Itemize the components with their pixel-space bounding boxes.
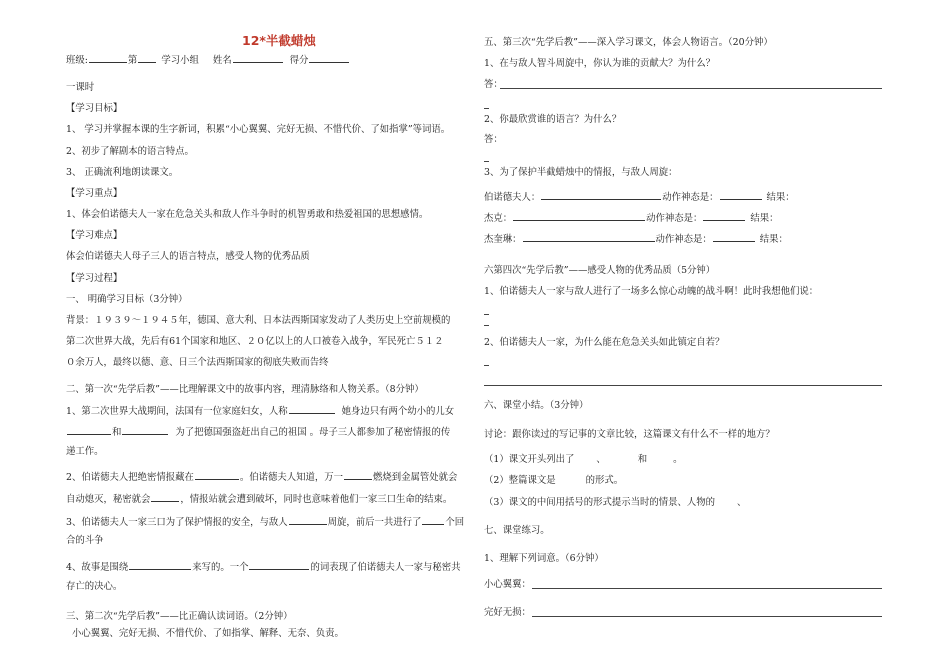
step5-heading: 五、第三次“先学后教”——深入学习课文，体会人物语言。（20分钟） [484, 37, 773, 48]
action-label: 动作神态是： [662, 192, 719, 203]
step3-heading: 三、第二次“先学后教”——比正确认读词语。（2分钟） [66, 611, 293, 622]
name-label: 姓名 [212, 55, 232, 66]
q4-line-a [66, 560, 461, 572]
goal-item: 1、 学习并掌握本课的生字新词，积累“小心翼翼、完好无损、不惜代价、了如指掌”等词语。 [66, 124, 451, 135]
q2-text-b: 。伯诺德夫人知道，万一 [239, 472, 343, 483]
action-blank[interactable] [703, 211, 745, 221]
discussion-item-3 [484, 498, 746, 507]
d1-text-a: （1）课文开头列出了 [484, 454, 575, 465]
answer-dash [484, 108, 489, 109]
q1-line-c: 递工作。 [66, 446, 104, 457]
r-question-2: 2、你最欣赏谁的语言？为什么？ [484, 114, 622, 125]
process-heading: 【学习过程】 [66, 273, 123, 284]
action-blank[interactable] [713, 232, 755, 242]
discussion-item-1 [484, 455, 683, 464]
page-title: 12*半截蜡烛 [242, 33, 316, 48]
step6-heading: 六第四次“先学后教”——感受人物的优秀品质（5分钟） [484, 265, 716, 276]
difficulty-text: 体会伯诺德夫人母子三人的语言特点，感受人物的优秀品质 [66, 251, 310, 262]
d1-text-b: 、 [596, 454, 606, 465]
word-meaning-label: 完好无损： [484, 607, 531, 618]
q2-blank-3[interactable] [151, 492, 179, 502]
q1-line-b [66, 425, 450, 437]
step1-heading: 一、 明确学习目标（3分钟） [66, 294, 188, 305]
q2-line-a [66, 470, 457, 482]
action-blank[interactable] [720, 190, 762, 200]
q1-text-b: 她身边只有两个幼小的儿女 [341, 406, 455, 417]
q1-blank-3[interactable] [122, 425, 168, 435]
q3-blank-2[interactable] [422, 515, 444, 525]
class-blank[interactable] [89, 53, 127, 63]
summary-heading: 六、课堂小结。（3分钟） [484, 400, 589, 411]
answer-dash [484, 325, 489, 326]
answer-line[interactable] [484, 385, 882, 386]
score-label: 得分 [289, 55, 309, 66]
d1-text-c: 和 [637, 454, 648, 465]
character-blank[interactable] [513, 211, 645, 221]
s6-question-1: 1、伯诺德夫人一家与敌人进行了一场多么惊心动魄的战斗啊！此时我想他们说： [484, 286, 819, 297]
character-name: 杰奎琳： [484, 234, 522, 245]
q1-text-c: 和 [112, 427, 122, 438]
goal-item: 3、 正确流利地朗读课文。 [66, 167, 179, 178]
q3-blank-1[interactable] [289, 515, 327, 525]
q2-blank-1[interactable] [195, 470, 239, 480]
goals-heading: 【学习目标】 [66, 103, 123, 114]
q1-blank-2[interactable] [67, 425, 111, 435]
character-row [484, 190, 795, 202]
answer-line[interactable] [500, 88, 882, 89]
action-label: 动作神态是： [655, 234, 712, 245]
d3-text-b: 、 [736, 497, 747, 508]
d2-text-b: 的形式。 [585, 475, 624, 486]
q4-text-c: 的词表现了伯诺德夫人一家与秘密共 [310, 562, 461, 573]
r-question-3: 3、为了保护半截蜡烛中的情报，与敌人周旋： [484, 167, 678, 178]
q4-blank-1[interactable] [129, 560, 191, 570]
result-label: 结果： [750, 213, 779, 224]
answer-dash [484, 365, 489, 366]
focus-heading: 【学习重点】 [66, 188, 123, 199]
q3-text-a: 3、伯诺德夫人一家三口为了保护情报的安全，与敌人 [66, 517, 288, 528]
result-label: 结果： [759, 234, 788, 245]
group-post: 学习小组 [161, 55, 199, 66]
class-label: 班级: [66, 55, 88, 66]
d2-text-a: （2）整篇课文是 [484, 475, 556, 486]
q4-line-b: 存亡的决心。 [66, 581, 123, 592]
character-name: 杰克： [484, 213, 513, 224]
character-blank[interactable] [523, 232, 655, 242]
q2-text-a: 2、伯诺德夫人把绝密情报藏在 [66, 472, 194, 483]
d1-text-d: 。 [673, 454, 683, 465]
action-label: 动作神态是： [646, 213, 703, 224]
difficulty-heading: 【学习难点】 [66, 230, 123, 241]
answer-dash [484, 314, 489, 315]
s6-question-2: 2、伯诺德夫人一家，为什么能在危急关头如此镇定自若？ [484, 337, 725, 348]
student-info-line [66, 53, 350, 65]
q2-text-e: ，情报站就会遭到破坏，同时也意味着他们一家三口生命的结束。 [180, 494, 453, 505]
q1-text-a: 1、第二次世界大战期间，法国有一位家庭妇女，人称 [66, 406, 288, 417]
q2-line-b [66, 492, 452, 504]
background-line: 背景：１９３９～１９４５年，德国、意大利、日本法西斯国家发动了人类历史上空前规模的 [66, 315, 451, 326]
focus-text: 1、体会伯诺德夫人一家在危急关头和敌人作斗争时的机智勇敢和热爱祖国的思想感情。 [66, 209, 429, 220]
r-question-1: 1、在与敌人智斗周旋中，你认为谁的贡献大？为什么？ [484, 58, 715, 69]
lesson-count: 一课时 [66, 82, 95, 93]
name-blank[interactable] [233, 53, 283, 63]
step7-heading: 七、课堂练习。 [484, 525, 550, 536]
group-pre: 第 [127, 55, 138, 66]
background-line: ０余万人，最终以德、意、日三个法西斯国家的彻底失败而告终 [66, 357, 329, 368]
character-row [484, 232, 788, 244]
q3-line-a [66, 515, 464, 527]
discussion-prompt: 讨论：跟你读过的写记事的文章比较，这篇课文有什么不一样的地方？ [484, 429, 775, 440]
q3-text-c: 个回 [445, 517, 465, 528]
practice-1: 1、理解下列词意。（6分钟） [484, 553, 604, 564]
q1-blank-1[interactable] [289, 404, 335, 414]
q4-text-a: 4、故事是围绕 [66, 562, 129, 573]
word-meaning-label: 小心翼翼： [484, 579, 531, 590]
answer-label: 答： [484, 79, 503, 90]
q4-blank-2[interactable] [249, 560, 309, 570]
word-meaning-line[interactable] [532, 588, 882, 589]
character-row [484, 211, 779, 223]
result-label: 结果： [766, 192, 795, 203]
character-name: 伯诺德夫人： [484, 192, 541, 203]
q4-text-b: 来写的。一个 [192, 562, 249, 573]
score-blank[interactable] [309, 53, 349, 63]
word-meaning-line[interactable] [532, 616, 882, 617]
discussion-item-2 [484, 476, 623, 485]
character-blank[interactable] [541, 190, 661, 200]
q1-text-d: 为了把德国强盗赶出自己的祖国 。母子三人都参加了秘密情报的传 [175, 427, 451, 438]
answer-label: 答： [484, 134, 503, 145]
q2-text-c: 燃烧到金属管处就会 [372, 472, 458, 483]
q2-blank-2[interactable] [344, 470, 372, 480]
word-list: 小心翼翼、完好无损、不惜代价、了如指掌、解释、无奈、负责。 [72, 628, 344, 639]
step2-heading: 二、第一次“先学后教”——比理解课文中的故事内容，理清脉络和人物关系。（8分钟） [66, 384, 424, 395]
q3-text-b: 周旋，前后一共进行了 [327, 517, 422, 528]
answer-dash [484, 161, 489, 162]
q1-line-a [66, 404, 454, 416]
d3-text-a: （3）课文的中间用括号的形式提示当时的情景、人物的 [484, 497, 715, 508]
group-blank[interactable] [138, 53, 156, 63]
goal-item: 2、初步了解剧本的语言特点。 [66, 146, 194, 157]
q2-text-d: 自动熄灭，秘密就会 [66, 494, 151, 505]
background-line: 第二次世界大战，先后有61个国家和地区、２０亿以上的人口被卷入战争，军民死亡５１２ [66, 336, 444, 347]
q3-line-b: 合的斗争 [66, 535, 104, 546]
